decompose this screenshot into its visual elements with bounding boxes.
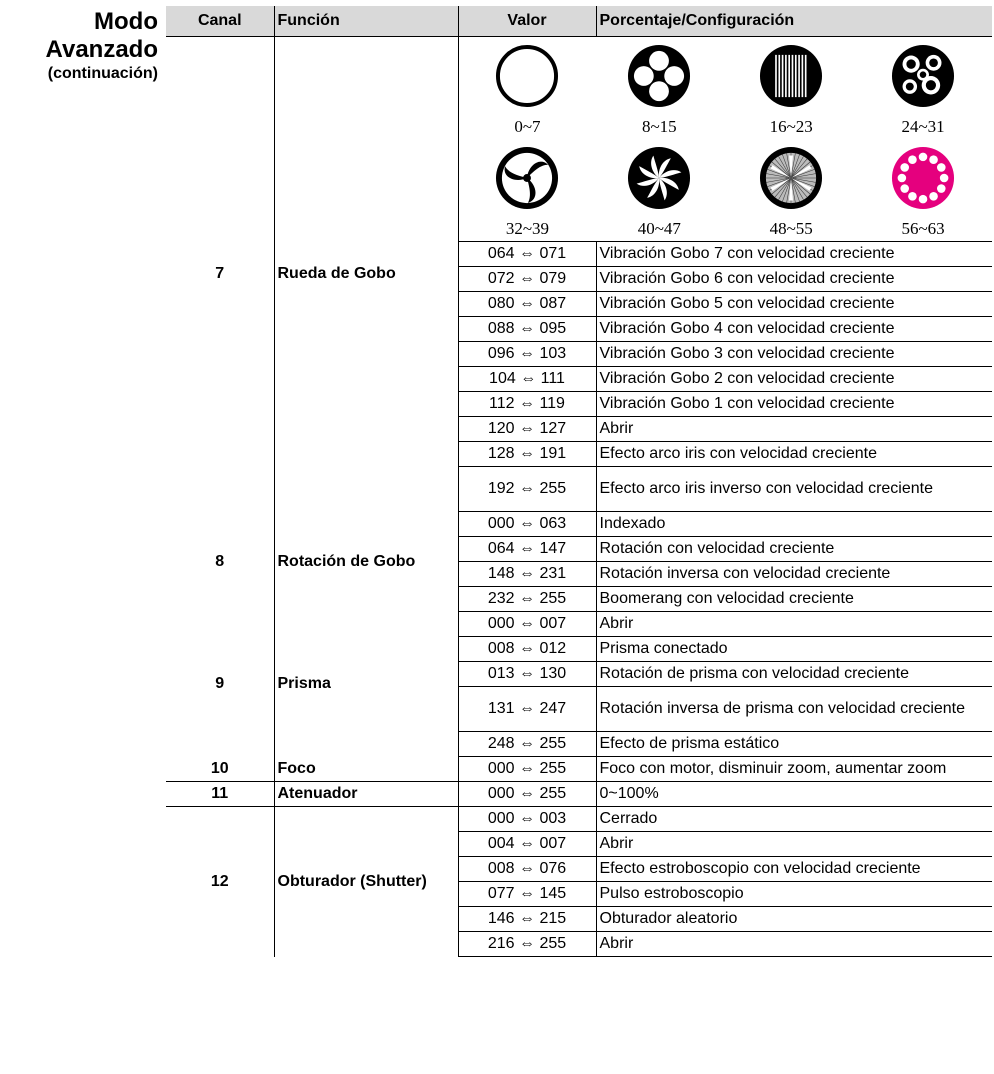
setting-description: Foco con motor, disminuir zoom, aumentar zoom: [596, 757, 992, 782]
gobo-images-row: [166, 37, 992, 242]
dmx-value-range: 080 ⇔ 087: [458, 292, 596, 317]
table-row: [166, 612, 992, 637]
table-row: [166, 807, 992, 832]
gobo-range-label: 0~7: [514, 117, 541, 136]
dmx-value-range: 148 ⇔ 231: [458, 562, 596, 587]
setting-description: Prisma conectado: [596, 637, 992, 662]
channel-function: Obturador (Shutter): [274, 807, 458, 957]
setting-description: Abrir: [596, 612, 992, 637]
dmx-value-range: 096 ⇔ 103: [458, 342, 596, 367]
setting-description: Pulso estroboscopio: [596, 882, 992, 907]
dmx-value-range: 000 ⇔ 007: [458, 612, 596, 637]
setting-description: Vibración Gobo 2 con velocidad creciente: [596, 367, 992, 392]
header-canal: Canal: [166, 6, 274, 37]
dmx-value-range: 064 ⇔ 147: [458, 537, 596, 562]
setting-description: Vibración Gobo 1 con velocidad creciente: [596, 392, 992, 417]
setting-description: Vibración Gobo 5 con velocidad creciente: [596, 292, 992, 317]
setting-description: Efecto de prisma estático: [596, 732, 992, 757]
dmx-value-range: 008 ⇔ 012: [458, 637, 596, 662]
dmx-value-range: 004 ⇔ 007: [458, 832, 596, 857]
setting-description: Obturador aleatorio: [596, 907, 992, 932]
channel-function: Rueda de Gobo: [274, 37, 458, 512]
setting-description: Abrir: [596, 417, 992, 442]
dmx-value-range: 232 ⇔ 255: [458, 587, 596, 612]
dmx-value-range: 013 ⇔ 130: [458, 662, 596, 687]
dmx-value-range: 000 ⇔ 063: [458, 512, 596, 537]
dmx-value-range: 248 ⇔ 255: [458, 732, 596, 757]
dmx-value-range: 000 ⇔ 003: [458, 807, 596, 832]
section-title-line2: Avanzado: [45, 36, 158, 63]
setting-description: Vibración Gobo 3 con velocidad creciente: [596, 342, 992, 367]
dmx-value-range: 104 ⇔ 111: [458, 367, 596, 392]
setting-description: Vibración Gobo 4 con velocidad creciente: [596, 317, 992, 342]
dmx-value-range: 120 ⇔ 127: [458, 417, 596, 442]
channel-number: 12: [166, 807, 274, 957]
channel-function: Prisma: [274, 612, 458, 757]
gobo-item: [725, 37, 857, 139]
setting-description: Efecto arco iris con velocidad creciente: [596, 442, 992, 467]
dmx-value-range: 072 ⇔ 079: [458, 267, 596, 292]
gobo-range-label: 40~47: [637, 219, 681, 238]
bubbles-gobo-icon: [890, 43, 956, 115]
header-valor: Valor: [458, 6, 596, 37]
header-porcentaje: Porcentaje/Configuración: [596, 6, 992, 37]
dmx-value-range: 216 ⇔ 255: [458, 932, 596, 957]
setting-description: Vibración Gobo 6 con velocidad creciente: [596, 267, 992, 292]
section-title: [0, 8, 158, 84]
triskelion-gobo-icon: [494, 145, 560, 217]
open-circle-icon: [494, 43, 560, 115]
table-row: [166, 512, 992, 537]
setting-description: Boomerang con velocidad creciente: [596, 587, 992, 612]
setting-description: Efecto estroboscopio con velocidad creciente: [596, 857, 992, 882]
header-funcion: Función: [274, 6, 458, 37]
setting-description: Cerrado: [596, 807, 992, 832]
channel-number: 8: [166, 512, 274, 612]
section-title-line1: Modo: [94, 8, 158, 35]
setting-description: Indexado: [596, 512, 992, 537]
channel-function: Atenuador: [274, 782, 458, 807]
setting-description: 0~100%: [596, 782, 992, 807]
gobo-item: [593, 37, 725, 139]
gobo-range-label: 48~55: [769, 219, 813, 238]
channel-number: 7: [166, 37, 274, 512]
gobo-item: [593, 139, 725, 241]
gobo-item: [725, 139, 857, 241]
channel-number: 11: [166, 782, 274, 807]
setting-description: Rotación de prisma con velocidad creciente: [596, 662, 992, 687]
gobo-item: [857, 139, 989, 241]
setting-description: Rotación con velocidad creciente: [596, 537, 992, 562]
setting-description: Efecto arco iris inverso con velocidad creciente: [596, 467, 992, 512]
dmx-value-range: 000 ⇔ 255: [458, 782, 596, 807]
gobo-range-label: 8~15: [641, 117, 677, 136]
gobo-range-label: 16~23: [769, 117, 813, 136]
header-row: [166, 6, 992, 37]
section-title-line3: (continuación): [47, 65, 158, 82]
channel-function: Foco: [274, 757, 458, 782]
dmx-value-range: 088 ⇔ 095: [458, 317, 596, 342]
dmx-value-range: 146 ⇔ 215: [458, 907, 596, 932]
channel-number: 10: [166, 757, 274, 782]
dmx-channel-table: [166, 6, 992, 957]
dmx-value-range: 131 ⇔ 247: [458, 687, 596, 732]
vertical-bars-gobo-icon: [758, 43, 824, 115]
gobo-item: [462, 37, 594, 139]
setting-description: Abrir: [596, 932, 992, 957]
channel-number: 9: [166, 612, 274, 757]
star-burst-gobo-icon: [758, 145, 824, 217]
dmx-value-range: 192 ⇔ 255: [458, 467, 596, 512]
table-row: [166, 757, 992, 782]
channel-function: Rotación de Gobo: [274, 512, 458, 612]
dmx-value-range: 064 ⇔ 071: [458, 242, 596, 267]
ring-dots-gobo-icon: [890, 145, 956, 217]
gobo-range-label: 32~39: [505, 219, 550, 238]
gobo-grid: [462, 37, 990, 241]
gobo-images-cell: [458, 37, 992, 242]
setting-description: Vibración Gobo 7 con velocidad creciente: [596, 242, 992, 267]
four-dots-gobo-icon: [626, 43, 692, 115]
dmx-value-range: 000 ⇔ 255: [458, 757, 596, 782]
dmx-value-range: 128 ⇔ 191: [458, 442, 596, 467]
gobo-item: [462, 139, 594, 241]
flower-gobo-icon: [626, 145, 692, 217]
dmx-value-range: 077 ⇔ 145: [458, 882, 596, 907]
dmx-value-range: 008 ⇔ 076: [458, 857, 596, 882]
table-row: [166, 782, 992, 807]
gobo-item: [857, 37, 989, 139]
gobo-range-label: 24~31: [901, 117, 945, 136]
gobo-range-label: 56~63: [901, 219, 945, 238]
dmx-value-range: 112 ⇔ 119: [458, 392, 596, 417]
setting-description: Abrir: [596, 832, 992, 857]
setting-description: Rotación inversa con velocidad creciente: [596, 562, 992, 587]
setting-description: Rotación inversa de prisma con velocidad creciente: [596, 687, 992, 732]
